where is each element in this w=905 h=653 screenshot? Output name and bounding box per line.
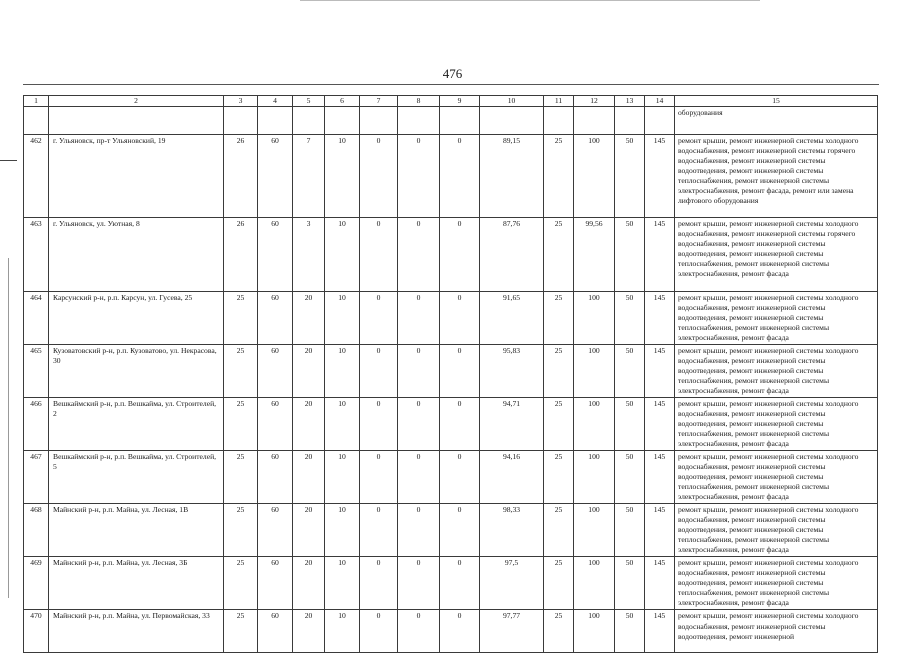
value-cell: 50 <box>615 504 645 557</box>
works-cell: ремонт крыши, ремонт инженерной системы холодного водоснабжения, ремонт инженерной системы водоотведения, ремонт инженерной системы теплоснабжения, ремонт инженерной системы электроснабжения, ремонт фасада <box>675 292 878 345</box>
value-cell: 0 <box>440 135 480 218</box>
value-cell: 145 <box>645 557 675 610</box>
page-number: 476 <box>442 66 463 81</box>
value-cell: 10 <box>325 398 360 451</box>
value-cell: 10 <box>325 292 360 345</box>
value-cell: 0 <box>360 398 398 451</box>
works-cell: ремонт крыши, ремонт инженерной системы холодного водоснабжения, ремонт инженерной системы водоотведения, ремонт инженерной системы теплоснабжения, ремонт инженерной системы электроснабжения, ремонт фасада <box>675 451 878 504</box>
value-cell: 145 <box>645 135 675 218</box>
value-cell: 50 <box>615 292 645 345</box>
col-header: 6 <box>325 96 360 107</box>
value-cell: 26 <box>224 218 258 292</box>
col-header: 4 <box>258 96 293 107</box>
value-cell: 20 <box>293 557 325 610</box>
top-rule <box>23 84 879 85</box>
row-number-cell: 462 <box>24 135 49 218</box>
value-cell: 0 <box>440 292 480 345</box>
value-cell: 91,65 <box>480 292 544 345</box>
row-number-cell: 468 <box>24 504 49 557</box>
value-cell: 94,16 <box>480 451 544 504</box>
value-cell: 0 <box>360 345 398 398</box>
value-cell: 100 <box>574 451 615 504</box>
value-cell: 145 <box>645 218 675 292</box>
value-cell: 50 <box>615 610 645 653</box>
row-number-cell: 467 <box>24 451 49 504</box>
works-cell: ремонт крыши, ремонт инженерной системы холодного водоснабжения, ремонт инженерной системы водоотведения, ремонт инженерной системы теплоснабжения, ремонт инженерной системы электроснабжения, ремонт фасада <box>675 398 878 451</box>
address-cell: Вешкаймский р-н, р.п. Вешкайма, ул. Строителей, 5 <box>49 451 224 504</box>
value-cell: 60 <box>258 557 293 610</box>
value-cell: 145 <box>645 398 675 451</box>
value-cell: 0 <box>360 504 398 557</box>
value-cell: 100 <box>574 504 615 557</box>
value-cell: 0 <box>440 218 480 292</box>
value-cell: 100 <box>574 557 615 610</box>
value-cell: 0 <box>398 451 440 504</box>
col-header: 7 <box>360 96 398 107</box>
value-cell: 0 <box>440 610 480 653</box>
value-cell: 0 <box>398 292 440 345</box>
value-cell: 60 <box>258 292 293 345</box>
address-cell: Майнский р-н, р.п. Майна, ул. Первомайская, 33 <box>49 610 224 653</box>
col-header: 10 <box>480 96 544 107</box>
table-row <box>24 345 878 398</box>
value-cell: 10 <box>325 345 360 398</box>
table-row <box>24 292 878 345</box>
value-cell: 100 <box>574 398 615 451</box>
value-cell: 10 <box>325 218 360 292</box>
works-cell: ремонт крыши, ремонт инженерной системы холодного водоснабжения, ремонт инженерной системы водоотведения, ремонт инженерной системы теплоснабжения, ремонт инженерной системы электроснабжения, ремонт фасада <box>675 557 878 610</box>
table-row <box>24 398 878 451</box>
col-header: 5 <box>293 96 325 107</box>
address-cell: г. Ульяновск, ул. Уютная, 8 <box>49 218 224 292</box>
value-cell: 25 <box>224 398 258 451</box>
works-cell: ремонт крыши, ремонт инженерной системы холодного водоснабжения, ремонт инженерной системы горячего водоснабжения, ремонт инженерной системы водоотведения, ремонт инженерной системы теплоснабжения, ремонт инженерной системы электроснабжения, ремонт фасада, ремонт или замена лифтового оборудования <box>675 135 878 218</box>
value-cell: 25 <box>544 292 574 345</box>
value-cell: 60 <box>258 135 293 218</box>
row-number-cell: 469 <box>24 557 49 610</box>
col-header: 14 <box>645 96 675 107</box>
value-cell: 20 <box>293 398 325 451</box>
value-cell: 60 <box>258 504 293 557</box>
works-cell: ремонт крыши, ремонт инженерной системы холодного водоснабжения, ремонт инженерной системы водоотведения, ремонт инженерной <box>675 610 878 653</box>
col-header: 15 <box>675 96 878 107</box>
address-cell: Вешкаймский р-н, р.п. Вешкайма, ул. Строителей, 2 <box>49 398 224 451</box>
table-row <box>24 218 878 292</box>
value-cell: 10 <box>325 557 360 610</box>
value-cell: 60 <box>258 345 293 398</box>
value-cell: 0 <box>360 292 398 345</box>
value-cell: 25 <box>544 610 574 653</box>
table-row <box>24 610 878 653</box>
value-cell: 25 <box>544 135 574 218</box>
value-cell: 60 <box>258 398 293 451</box>
value-cell: 0 <box>360 135 398 218</box>
value-cell: 0 <box>398 135 440 218</box>
value-cell: 0 <box>440 504 480 557</box>
table-row <box>24 504 878 557</box>
value-cell: 7 <box>293 135 325 218</box>
value-cell: 10 <box>325 504 360 557</box>
works-cell: оборудования <box>675 107 878 135</box>
address-cell: г. Ульяновск, пр-т Ульяновский, 19 <box>49 135 224 218</box>
value-cell: 89,15 <box>480 135 544 218</box>
value-cell: 0 <box>440 557 480 610</box>
value-cell: 145 <box>645 504 675 557</box>
value-cell: 60 <box>258 610 293 653</box>
value-cell: 25 <box>224 292 258 345</box>
value-cell: 25 <box>224 345 258 398</box>
value-cell: 97,5 <box>480 557 544 610</box>
value-cell: 50 <box>615 557 645 610</box>
row-number-cell: 465 <box>24 345 49 398</box>
address-cell: Майнский р-н, р.п. Майна, ул. Лесная, 3Б <box>49 557 224 610</box>
value-cell: 0 <box>398 398 440 451</box>
col-header: 11 <box>544 96 574 107</box>
value-cell: 26 <box>224 135 258 218</box>
value-cell: 87,76 <box>480 218 544 292</box>
value-cell: 100 <box>574 292 615 345</box>
col-header: 9 <box>440 96 480 107</box>
value-cell: 25 <box>544 451 574 504</box>
col-header: 8 <box>398 96 440 107</box>
header-row <box>24 96 878 107</box>
row-number-cell: 464 <box>24 292 49 345</box>
value-cell: 0 <box>398 610 440 653</box>
value-cell: 20 <box>293 345 325 398</box>
value-cell: 99,56 <box>574 218 615 292</box>
row-number-cell: 470 <box>24 610 49 653</box>
value-cell: 25 <box>544 218 574 292</box>
value-cell: 0 <box>398 218 440 292</box>
value-cell: 25 <box>544 398 574 451</box>
scan-mark-left-2 <box>8 258 9 598</box>
value-cell: 97,77 <box>480 610 544 653</box>
value-cell: 60 <box>258 451 293 504</box>
value-cell: 145 <box>645 292 675 345</box>
continuation-row <box>24 107 878 135</box>
value-cell: 25 <box>544 557 574 610</box>
value-cell: 0 <box>440 345 480 398</box>
value-cell: 25 <box>224 504 258 557</box>
scan-mark-left-1 <box>0 160 17 161</box>
value-cell: 50 <box>615 451 645 504</box>
value-cell: 0 <box>440 451 480 504</box>
address-cell: Карсунский р-н, р.п. Карсун, ул. Гусева, 25 <box>49 292 224 345</box>
value-cell: 25 <box>224 451 258 504</box>
value-cell: 25 <box>544 345 574 398</box>
repair-table <box>23 95 878 653</box>
table-row <box>24 451 878 504</box>
value-cell: 0 <box>360 451 398 504</box>
value-cell: 10 <box>325 135 360 218</box>
value-cell: 0 <box>360 218 398 292</box>
value-cell: 95,83 <box>480 345 544 398</box>
value-cell: 0 <box>398 557 440 610</box>
value-cell: 50 <box>615 135 645 218</box>
value-cell: 94,71 <box>480 398 544 451</box>
works-cell: ремонт крыши, ремонт инженерной системы холодного водоснабжения, ремонт инженерной системы горячего водоснабжения, ремонт инженерной системы водоотведения, ремонт инженерной системы теплоснабжения, ремонт инженерной системы электроснабжения, ремонт фасада <box>675 218 878 292</box>
col-header: 1 <box>24 96 49 107</box>
value-cell: 10 <box>325 610 360 653</box>
value-cell: 145 <box>645 345 675 398</box>
value-cell: 0 <box>398 504 440 557</box>
value-cell: 60 <box>258 218 293 292</box>
value-cell: 98,33 <box>480 504 544 557</box>
value-cell: 20 <box>293 292 325 345</box>
value-cell: 145 <box>645 451 675 504</box>
value-cell: 0 <box>398 345 440 398</box>
value-cell: 10 <box>325 451 360 504</box>
value-cell: 25 <box>224 610 258 653</box>
col-header: 13 <box>615 96 645 107</box>
value-cell: 100 <box>574 610 615 653</box>
value-cell: 0 <box>440 398 480 451</box>
address-cell: Майнский р-н, р.п. Майна, ул. Лесная, 1В <box>49 504 224 557</box>
table-row <box>24 135 878 218</box>
value-cell: 25 <box>224 557 258 610</box>
value-cell: 25 <box>544 504 574 557</box>
value-cell: 50 <box>615 345 645 398</box>
works-cell: ремонт крыши, ремонт инженерной системы холодного водоснабжения, ремонт инженерной системы водоотведения, ремонт инженерной системы теплоснабжения, ремонт инженерной системы электроснабжения, ремонт фасада <box>675 345 878 398</box>
value-cell: 50 <box>615 398 645 451</box>
row-number-cell: 463 <box>24 218 49 292</box>
value-cell: 3 <box>293 218 325 292</box>
value-cell: 100 <box>574 135 615 218</box>
value-cell: 20 <box>293 451 325 504</box>
works-cell: ремонт крыши, ремонт инженерной системы холодного водоснабжения, ремонт инженерной системы водоотведения, ремонт инженерной системы теплоснабжения, ремонт инженерной системы электроснабжения, ремонт фасада <box>675 504 878 557</box>
value-cell: 20 <box>293 504 325 557</box>
col-header: 12 <box>574 96 615 107</box>
value-cell: 50 <box>615 218 645 292</box>
value-cell: 145 <box>645 610 675 653</box>
value-cell: 100 <box>574 345 615 398</box>
col-header: 3 <box>224 96 258 107</box>
scan-mark-top <box>300 0 760 1</box>
row-number-cell: 466 <box>24 398 49 451</box>
value-cell: 0 <box>360 610 398 653</box>
address-cell: Кузоватовский р-н, р.п. Кузоватово, ул. Некрасова, 30 <box>49 345 224 398</box>
table-row <box>24 557 878 610</box>
value-cell: 20 <box>293 610 325 653</box>
col-header: 2 <box>49 96 224 107</box>
value-cell: 0 <box>360 557 398 610</box>
